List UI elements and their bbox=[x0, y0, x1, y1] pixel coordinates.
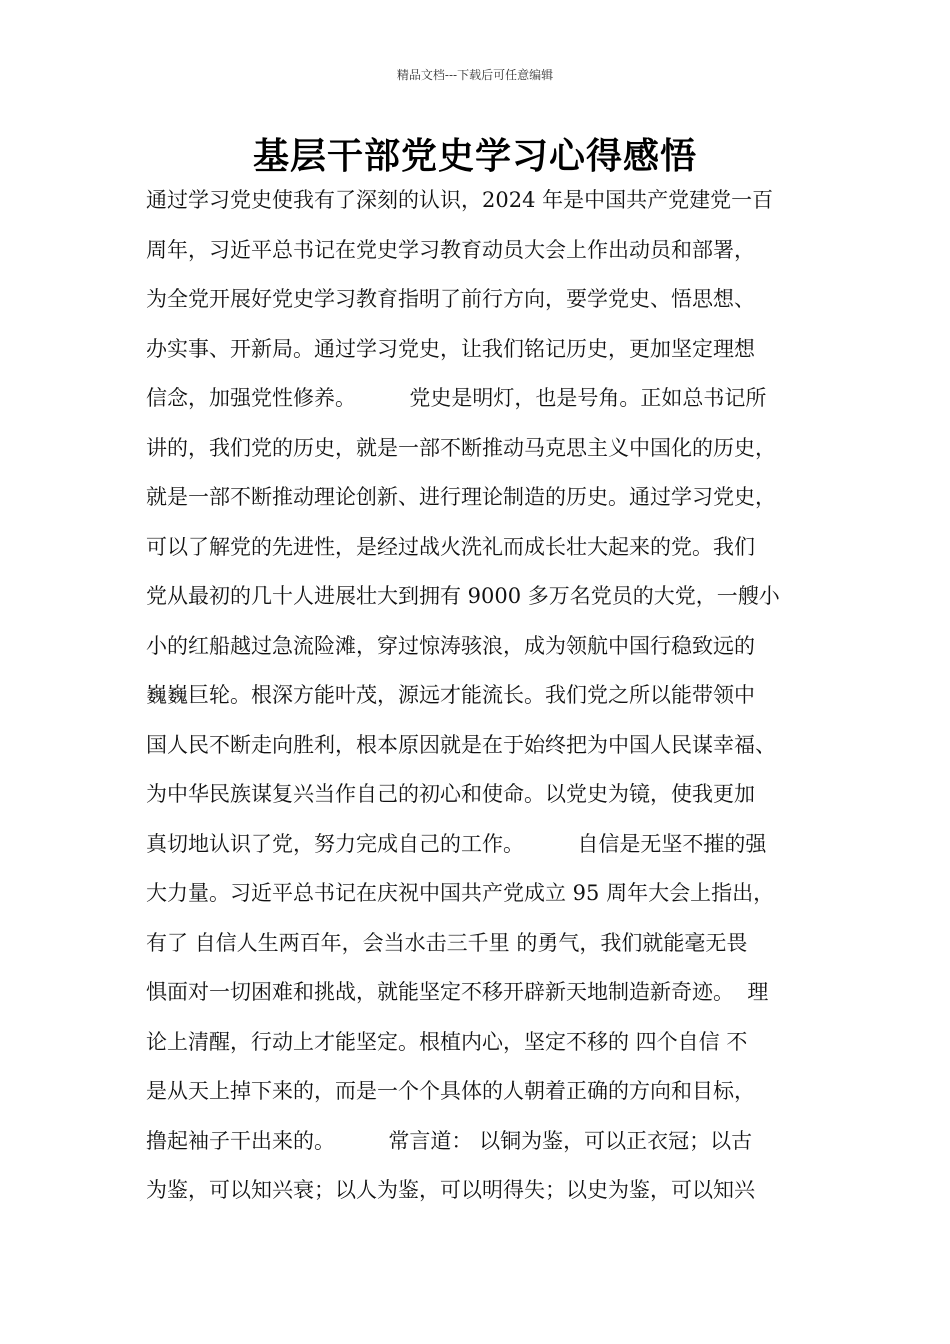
text-line: 大力量。习近平总书记在庆祝中国共产党成立 95 周年大会上指出， bbox=[146, 881, 775, 905]
text-line: 真切地认识了党，努力完成自己的工作。 自信是无坚不摧的强 bbox=[146, 831, 767, 856]
text-line: 讲的，我们党的历史，就是一部不断推动马克思主义中国化的历史， bbox=[146, 435, 776, 460]
text-line: 通过学习党史使我有了深刻的认识，2024 年是中国共产党建党一百 bbox=[146, 188, 774, 212]
document-title: 基层干部党史学习心得感悟 bbox=[252, 135, 697, 177]
text-line: 为全党开展好党史学习教育指明了前行方向，要学党史、悟思想、 bbox=[146, 287, 755, 311]
text-line: 国人民不断走向胜利，根本原因就是在于始终把为中国人民谋幸福、 bbox=[146, 732, 776, 757]
text-line: 就是一部不断推动理论创新、进行理论制造的历史。通过学习党史， bbox=[146, 485, 776, 509]
text-line: 是从天上掉下来的，而是一个个具体的人朝着正确的方向和目标， bbox=[146, 1079, 755, 1103]
text-line: 可以了解党的先进性，是经过战火洗礼而成长壮大起来的党。我们 bbox=[146, 534, 755, 559]
text-line: 党从最初的几十人进展壮大到拥有 9000 多万名党员的大党，一艘小 bbox=[146, 584, 780, 608]
text-line: 撸起袖子干出来的。 常言道： 以铜为鉴，可以正衣冠；以古 bbox=[146, 1128, 753, 1153]
text-line: 为鉴，可以知兴衰；以人为鉴，可以明得失；以史为鉴，可以知兴 bbox=[146, 1178, 755, 1202]
text-line: 周年，习近平总书记在党史学习教育动员大会上作出动员和部署， bbox=[146, 237, 755, 262]
text-line: 小的红船越过急流险滩，穿过惊涛骇浪，成为领航中国行稳致远的 bbox=[146, 633, 755, 658]
text-line: 惧面对一切困难和挑战，就能坚定不移开辟新天地制造新奇迹。 理 bbox=[146, 980, 769, 1004]
text-line: 信念，加强党性修养。 党史是明灯，也是号角。正如总书记所 bbox=[146, 386, 767, 410]
text-line: 论上清醒，行动上才能坚定。根植内心，坚定不移的 四个自信 不 bbox=[146, 1029, 748, 1054]
text-line: 有了 自信人生两百年，会当水击三千里 的勇气，我们就能毫无畏 bbox=[146, 930, 748, 955]
header-note: 精品文档---下载后可任意编辑 bbox=[396, 68, 554, 82]
text-line: 办实事、开新局。通过学习党史，让我们铭记历史，更加坚定理想 bbox=[146, 336, 755, 361]
text-line: 巍巍巨轮。根深方能叶茂，源远才能流长。我们党之所以能带领中 bbox=[146, 683, 755, 707]
body-text bbox=[146, 182, 826, 1222]
text-line: 为中华民族谋复兴当作自己的初心和使命。以党史为镜，使我更加 bbox=[146, 782, 755, 806]
